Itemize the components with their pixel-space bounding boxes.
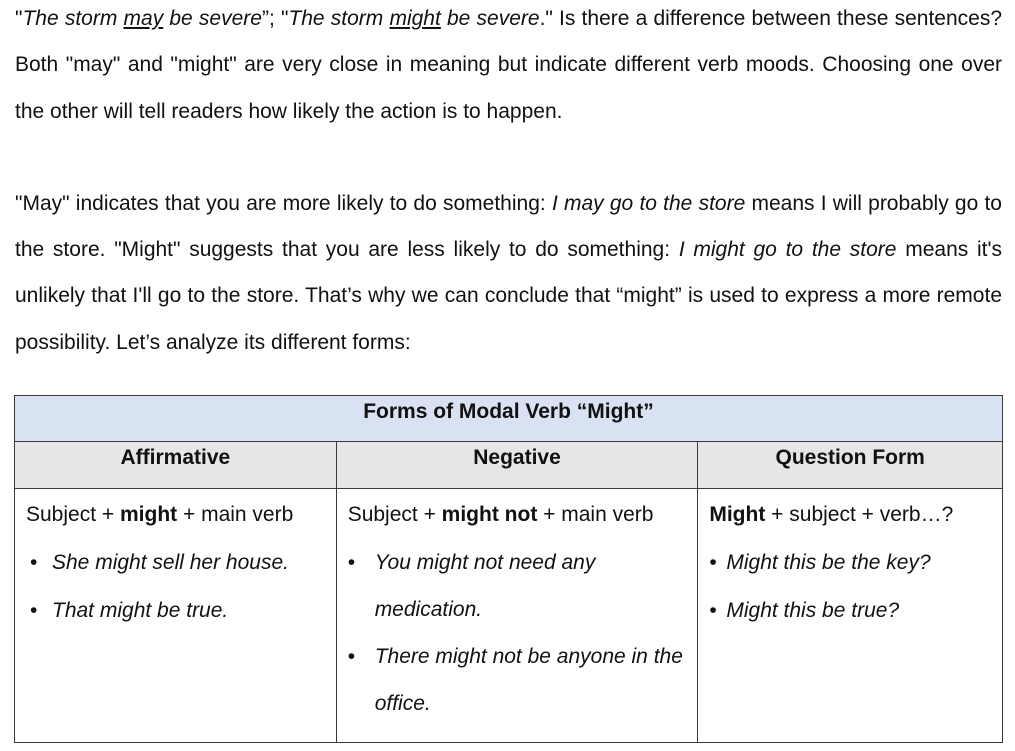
text-run: + main verb (537, 503, 654, 526)
header-negative: Negative (336, 442, 698, 489)
text-run: be severe (163, 7, 262, 30)
text-run: means it's unlikely that I'll go to the store. That’s why we can conclude that “might” is used to express a more remote possibility. Let’s analyze its different forms: (15, 238, 1002, 354)
example-may-store: I may go to the store (551, 191, 746, 215)
list-item: • There might not be anyone in the office. (348, 633, 688, 727)
list-item: • She might sell her house. (26, 539, 326, 587)
question-cell (698, 489, 1003, 743)
text-run: + subject + verb…? (765, 503, 954, 526)
affirmative-formula (26, 491, 326, 539)
text-run: ”; " (261, 7, 289, 30)
text-run: ." Is there a difference between these sentences? Both "may" and "might" are very close in meaning but indicate different verb moods. Choosing one over the other will tell readers how likely the action is to happen. (15, 7, 1003, 123)
list-item: • Might this be true? (709, 587, 992, 635)
text-run: " (15, 7, 23, 30)
table-row (15, 489, 1003, 743)
intro-paragraph-2 (15, 181, 1002, 366)
negative-formula (348, 491, 688, 539)
bold-keyword: Might (709, 503, 766, 526)
intro-paragraph-1 (15, 0, 1002, 135)
table-title: Forms of Modal Verb “Might” (15, 396, 1003, 442)
text-run: be severe (440, 7, 540, 30)
header-affirmative: Affirmative (15, 442, 337, 489)
example-sentence-might (288, 7, 539, 30)
affirmative-examples (26, 539, 326, 635)
table-header-row (15, 442, 1003, 489)
negative-cell (336, 489, 698, 743)
text-run: The storm (288, 7, 390, 30)
bold-keyword: might (119, 503, 178, 526)
table-title-row (15, 396, 1003, 442)
list-item: • You might not need any medication. (348, 539, 688, 633)
text-run: "May" indicates that you are more likely to do something: (15, 191, 552, 215)
text-run: + main verb (177, 503, 294, 526)
text-run: Subject + (26, 503, 120, 526)
underlined-word-may: may (123, 7, 164, 30)
text-run: Subject + (347, 503, 442, 526)
question-examples (709, 539, 992, 635)
might-forms-table (14, 395, 1003, 743)
underlined-word-might: might (389, 7, 441, 30)
example-sentence-may (22, 7, 261, 30)
text-run: means I will probably go to the store. "Might" suggests that you are less likely to do something: (15, 191, 1002, 262)
text-run: The storm (22, 7, 124, 30)
negative-examples (348, 539, 688, 727)
document-body (15, 0, 1002, 366)
question-formula (709, 491, 992, 539)
affirmative-cell (15, 489, 337, 743)
list-item: • That might be true. (26, 587, 326, 635)
bold-keyword: might not (441, 503, 538, 526)
header-question-form: Question Form (698, 442, 1003, 489)
example-might-store: I might go to the store (678, 238, 897, 262)
list-item: • Might this be the key? (709, 539, 992, 587)
